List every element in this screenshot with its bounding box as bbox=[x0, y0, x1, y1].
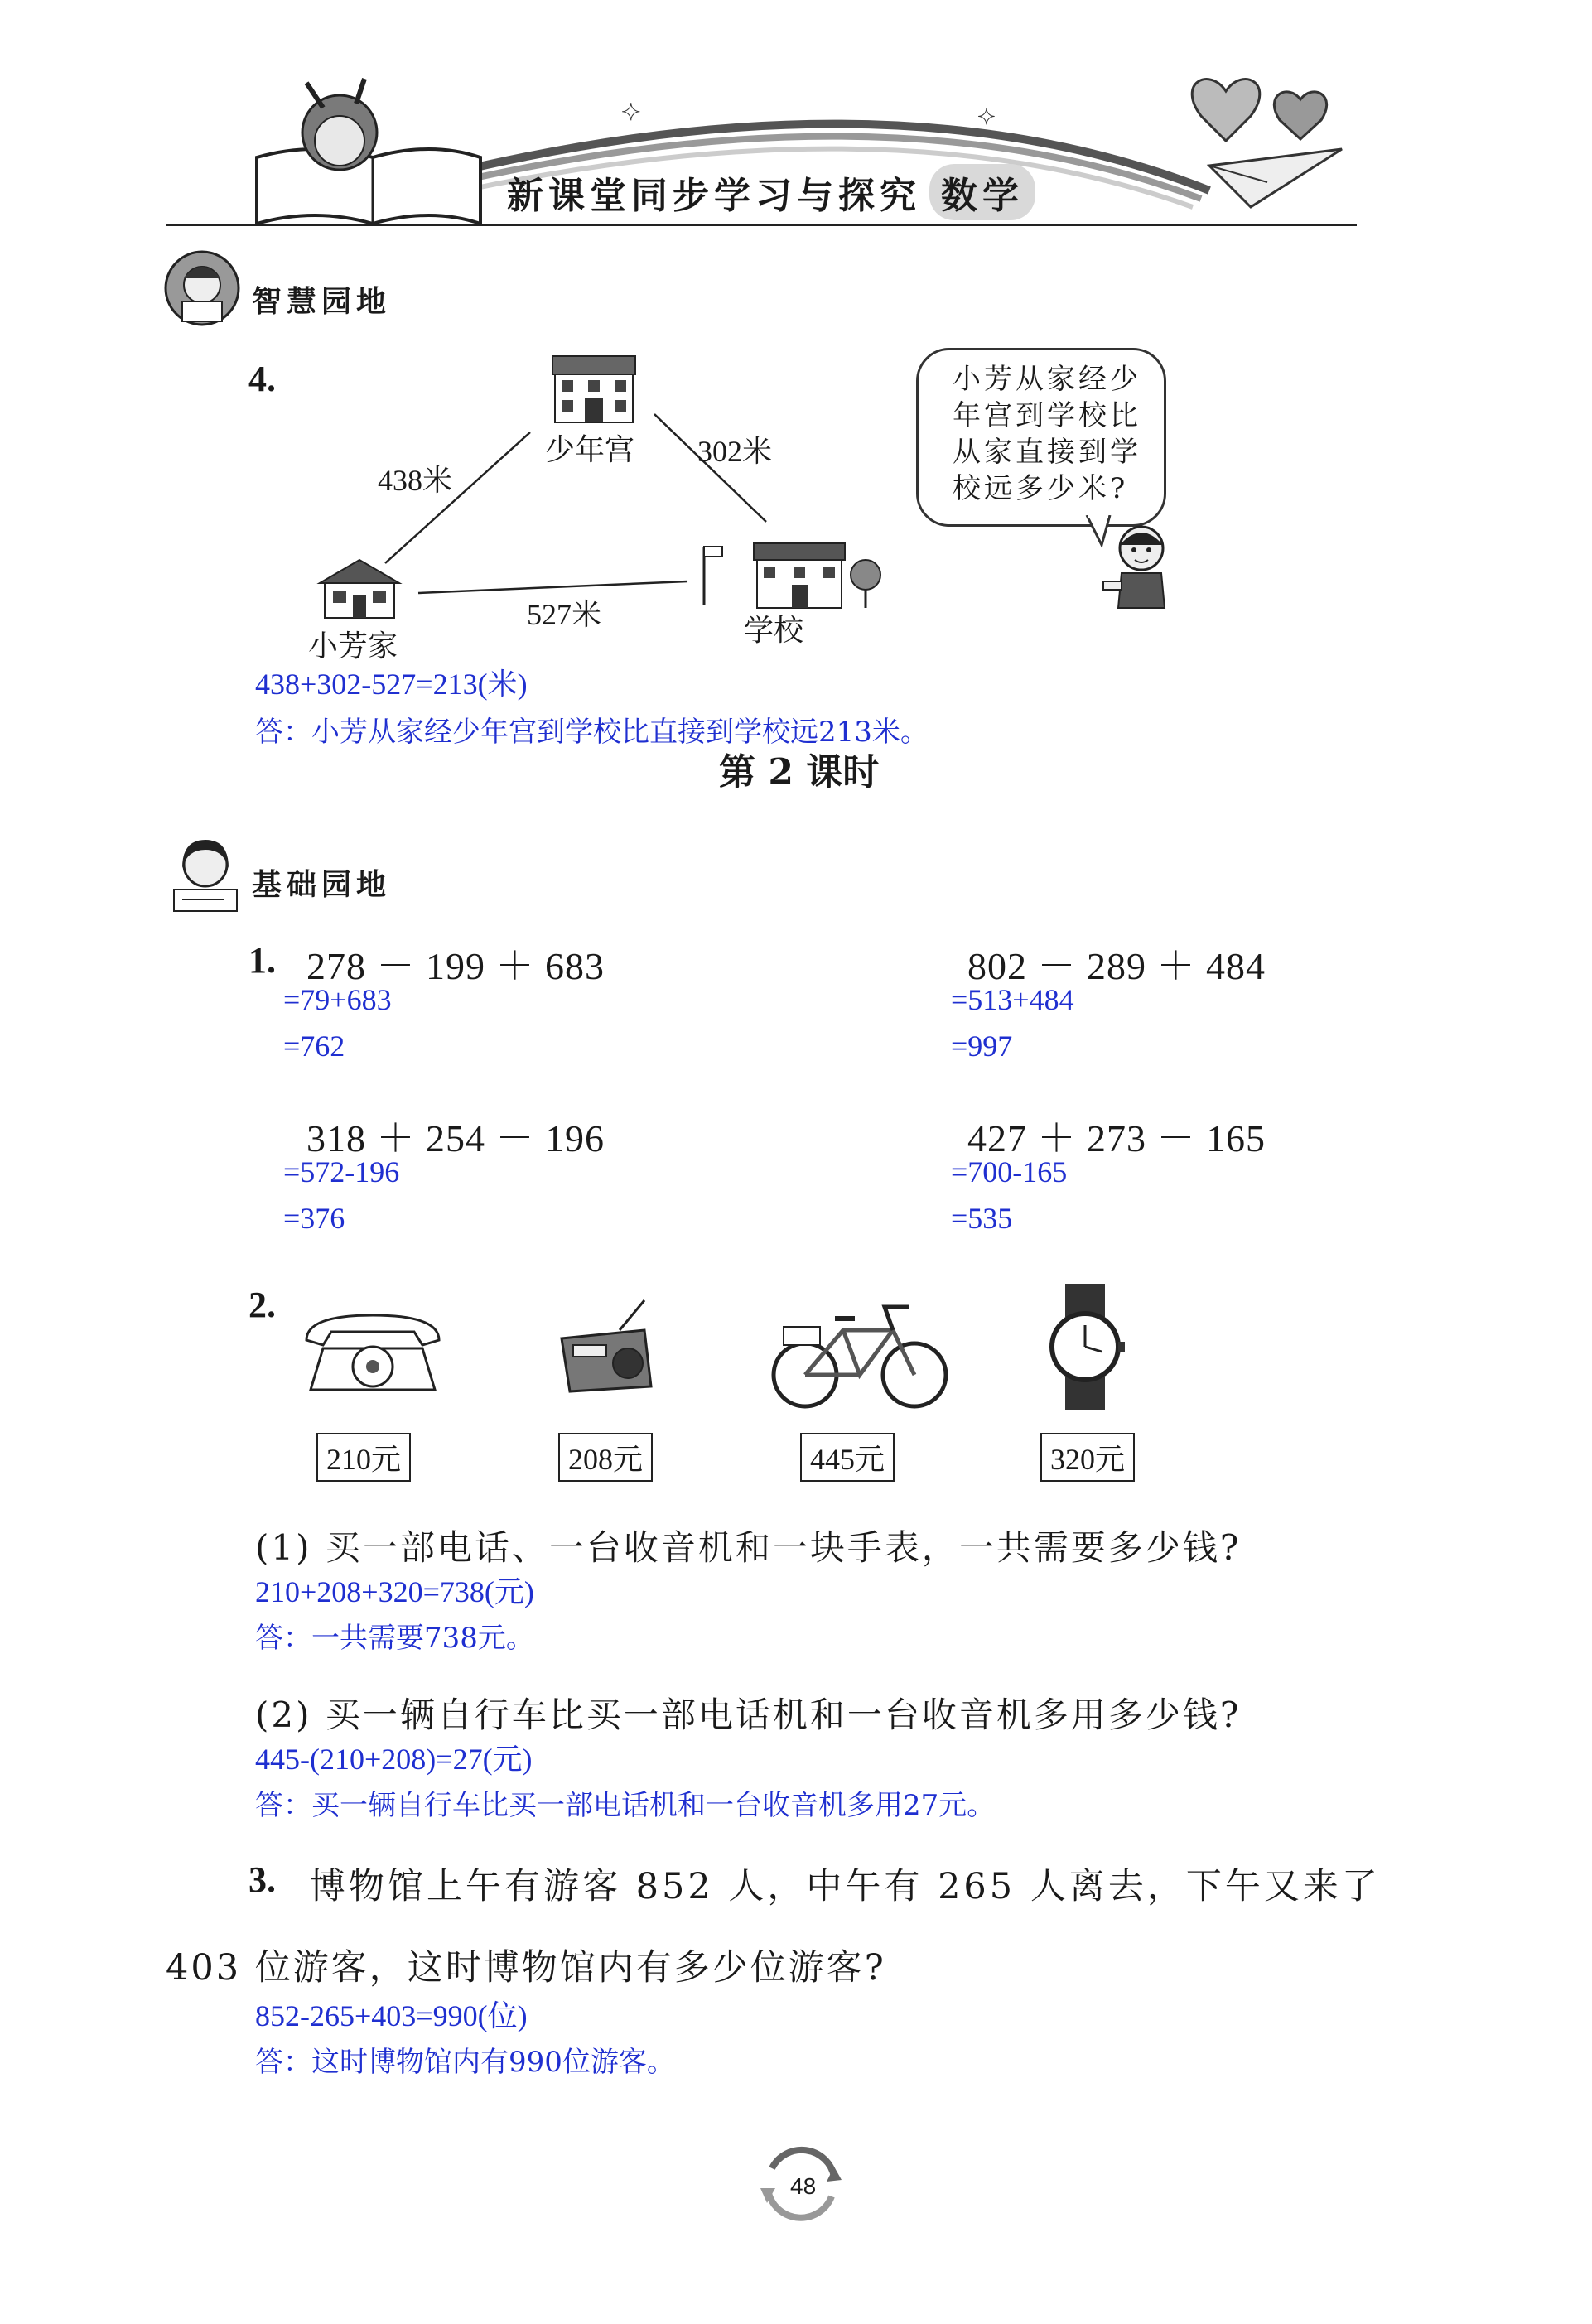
price-tag-radio: 208元 bbox=[558, 1433, 653, 1482]
q1-step1-b: =513+484 bbox=[951, 983, 1074, 1016]
q1-expression-d: 427 ＋ 273 － 165 bbox=[967, 1117, 1266, 1160]
q4-work: 438+302-527=213(米) bbox=[255, 668, 528, 701]
q3-question-line1: 博物馆上午有游客 852 人，中午有 265 人离去，下午又来了 bbox=[310, 1866, 1381, 1907]
boy-reading-icon bbox=[164, 247, 240, 330]
question-number-4: 4. bbox=[248, 359, 276, 399]
label-youth-palace: 少年宫 bbox=[545, 433, 635, 467]
q4-answer: 答：小芳从家经少年宫到学校比直接到学校远213米。 bbox=[255, 716, 929, 749]
q3-work: 852-265+403=990(位) bbox=[255, 1999, 528, 2032]
lesson-title: 第 2 课时 bbox=[719, 751, 880, 793]
question-number-3: 3. bbox=[248, 1859, 276, 1900]
header-series-title: 新课堂同步学习与探究 bbox=[507, 175, 921, 217]
watch-icon bbox=[1044, 1280, 1126, 1413]
bubble-line: 小芳从家经少 bbox=[953, 363, 1141, 396]
price-tag-bicycle: 445元 bbox=[800, 1433, 895, 1482]
q1-expression-b: 802 － 289 ＋ 484 bbox=[967, 945, 1266, 987]
q1-step1-d: =700-165 bbox=[951, 1155, 1068, 1189]
bubble-line: 从家直接到学 bbox=[953, 436, 1141, 469]
q2-sub1-answer: 答：一共需要738元。 bbox=[255, 1622, 534, 1655]
q1-step1-a: =79+683 bbox=[283, 983, 392, 1016]
price-tag-telephone: 210元 bbox=[316, 1433, 411, 1482]
q2-sub2-answer: 答：买一辆自行车比买一部电话机和一台收音机多用27元。 bbox=[255, 1789, 996, 1822]
q2-sub2-question: (2) 买一辆自行车比买一部电话机和一台收音机多用多少钱? bbox=[255, 1695, 1242, 1735]
q1-step2-a: =762 bbox=[283, 1029, 345, 1063]
youth-palace-building-icon bbox=[548, 352, 639, 427]
boy-character-icon bbox=[1100, 520, 1183, 611]
school-building-icon bbox=[696, 538, 895, 611]
svg-text:✦: ✦ bbox=[621, 99, 641, 126]
q1-expression-c: 318 ＋ 254 － 196 bbox=[306, 1117, 605, 1160]
label-distance-home-school: 527米 bbox=[527, 598, 602, 631]
speech-bubble-text bbox=[953, 361, 1141, 507]
telephone-icon bbox=[298, 1307, 447, 1398]
label-distance-palace-school: 302米 bbox=[697, 435, 773, 468]
question-number-1: 1. bbox=[248, 940, 276, 981]
girl-writing-icon bbox=[166, 835, 245, 914]
section-label-basic: 基础园地 bbox=[252, 868, 392, 902]
svg-text:✦: ✦ bbox=[977, 105, 996, 130]
question-number-2: 2. bbox=[248, 1285, 276, 1325]
page-number: 48 bbox=[790, 2173, 817, 2199]
bubble-line: 年宫到学校比 bbox=[953, 399, 1141, 432]
q3-question-line2: 403 位游客，这时博物馆内有多少位游客? bbox=[166, 1947, 886, 1989]
price-tag-watch: 320元 bbox=[1040, 1433, 1135, 1482]
header-title bbox=[507, 164, 1035, 220]
section-label-wisdom: 智慧园地 bbox=[252, 285, 392, 319]
q1-step1-c: =572-196 bbox=[283, 1155, 400, 1189]
q2-sub1-work: 210+208+320=738(元) bbox=[255, 1575, 534, 1608]
header-rule bbox=[166, 224, 1357, 226]
label-xiaofang-home: 小芳家 bbox=[308, 629, 398, 663]
q2-sub2-work: 445-(210+208)=27(元) bbox=[255, 1743, 533, 1776]
q1-step2-b: =997 bbox=[951, 1029, 1013, 1063]
home-building-icon bbox=[316, 557, 403, 621]
label-school: 学校 bbox=[744, 614, 804, 648]
label-distance-home-palace: 438米 bbox=[378, 464, 453, 497]
q1-expression-a: 278 － 199 ＋ 683 bbox=[306, 945, 605, 987]
q1-step2-c: =376 bbox=[283, 1202, 345, 1235]
q3-answer: 答：这时博物馆内有990位游客。 bbox=[255, 2046, 675, 2079]
bicycle-icon bbox=[769, 1289, 951, 1413]
q1-step2-d: =535 bbox=[951, 1202, 1013, 1235]
header-subject-badge: 数学 bbox=[929, 164, 1035, 220]
q2-sub1-question: (1) 买一部电话、一台收音机和一块手表，一共需要多少钱? bbox=[255, 1527, 1242, 1568]
radio-icon bbox=[553, 1297, 661, 1396]
bubble-line: 校远多少米? bbox=[953, 472, 1129, 505]
